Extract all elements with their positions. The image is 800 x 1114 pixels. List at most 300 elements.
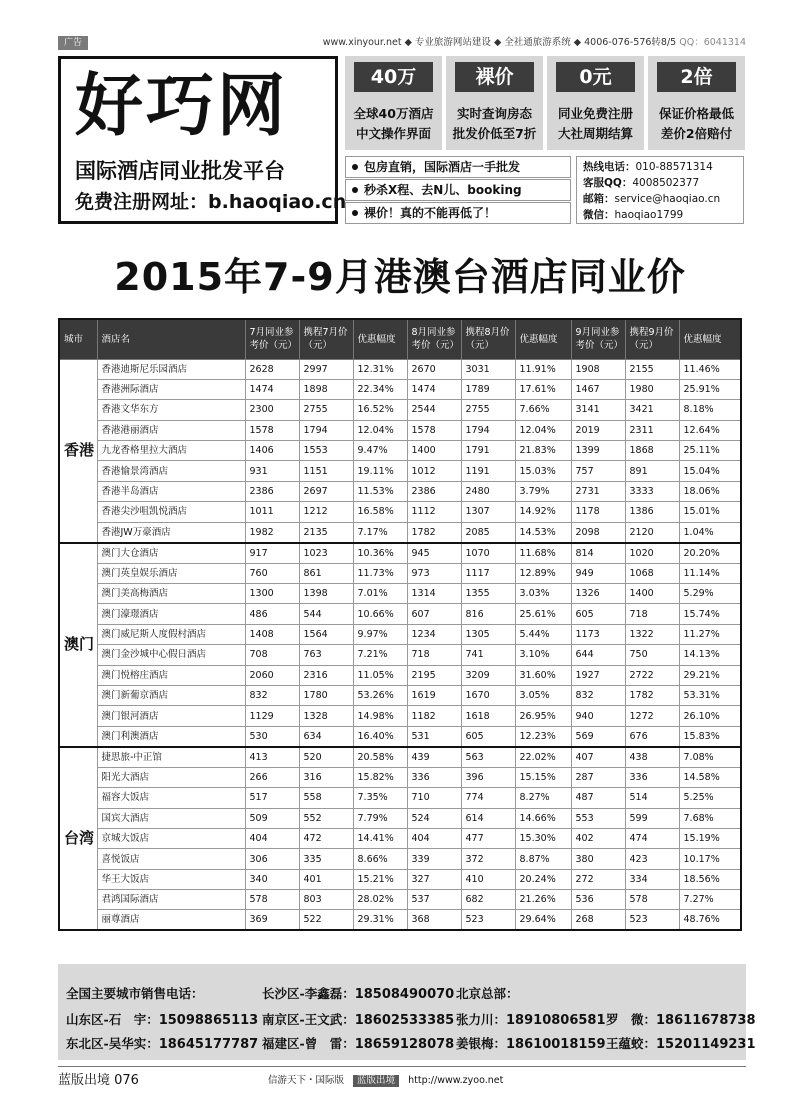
hotel-name-cell: 京城大饭店: [97, 828, 245, 848]
feature-line: 实时查询房态: [456, 106, 532, 121]
price-cell: 25.61%: [515, 604, 571, 624]
feature-line: 中文操作界面: [355, 126, 431, 141]
table-body: [59, 359, 741, 930]
price-cell: 20.20%: [679, 543, 741, 564]
price-cell: 3.79%: [515, 481, 571, 501]
price-cell: 1794: [461, 420, 515, 440]
price-cell: 2731: [571, 481, 625, 501]
feature-card: [547, 56, 644, 150]
price-cell: 5.29%: [679, 584, 741, 604]
price-cell: 15.19%: [679, 828, 741, 848]
top-strip: [58, 36, 746, 50]
contact-qq: 客服QQ：4008502377: [583, 177, 700, 189]
price-cell: 1898: [299, 379, 353, 399]
price-cell: 15.83%: [679, 726, 741, 747]
price-cell: 407: [571, 747, 625, 768]
hotel-name-cell: 澳门银河酒店: [97, 706, 245, 726]
price-cell: 15.15%: [515, 767, 571, 787]
price-cell: 25.91%: [679, 379, 741, 399]
hotel-name-cell: 喜悦饭店: [97, 849, 245, 869]
bullet-item: [345, 156, 571, 178]
hotel-name-cell: 澳门英皇娱乐酒店: [97, 563, 245, 583]
price-cell: 268: [571, 910, 625, 931]
price-cell: 2300: [245, 400, 299, 420]
feature-card: [345, 56, 442, 150]
price-cell: 1619: [407, 685, 461, 705]
price-cell: 22.02%: [515, 747, 571, 768]
table-row: [59, 400, 741, 420]
price-cell: 12.31%: [353, 359, 407, 379]
price-cell: 2722: [625, 665, 679, 685]
footer-section-tag: 蓝版出境: [353, 1075, 399, 1087]
price-cell: 2085: [461, 522, 515, 543]
price-cell: 1618: [461, 706, 515, 726]
price-cell: 29.64%: [515, 910, 571, 931]
price-cell: 29.21%: [679, 665, 741, 685]
price-cell: 2755: [299, 400, 353, 420]
price-cell: 569: [571, 726, 625, 747]
column-header: 携程7月价（元）: [299, 319, 353, 359]
price-cell: 710: [407, 788, 461, 808]
table-row: [59, 665, 741, 685]
price-cell: 1173: [571, 624, 625, 644]
hotel-name-cell: 九龙香格里拉大酒店: [97, 441, 245, 461]
price-cell: 48.76%: [679, 910, 741, 931]
price-cell: 718: [625, 604, 679, 624]
price-cell: 614: [461, 808, 515, 828]
page-footer: [58, 1066, 746, 1086]
price-cell: 1791: [461, 441, 515, 461]
price-cell: 18.06%: [679, 481, 741, 501]
table-row: [59, 788, 741, 808]
price-table: [58, 318, 742, 931]
price-cell: 438: [625, 747, 679, 768]
bullet-item: [345, 202, 571, 224]
table-row: [59, 420, 741, 440]
hotel-name-cell: 香港JW万豪酒店: [97, 522, 245, 543]
price-cell: 15.30%: [515, 828, 571, 848]
logo-url: 免费注册网址：b.haoqiao.cn: [75, 191, 347, 213]
price-cell: 1355: [461, 584, 515, 604]
price-cell: 2697: [299, 481, 353, 501]
table-row: [59, 726, 741, 747]
price-cell: 11.27%: [679, 624, 741, 644]
logo-subtitle: 国际酒店同业批发平台: [75, 159, 285, 183]
price-cell: 22.34%: [353, 379, 407, 399]
price-cell: 380: [571, 849, 625, 869]
feature-line: 保证价格最低: [658, 106, 734, 121]
price-cell: 26.95%: [515, 706, 571, 726]
price-cell: 25.11%: [679, 441, 741, 461]
price-cell: 1386: [625, 502, 679, 522]
column-header: 8月同业参考价（元）: [407, 319, 461, 359]
price-cell: 814: [571, 543, 625, 564]
price-cell: 11.73%: [353, 563, 407, 583]
footer-publication: 信游天下・国际版 蓝版出境 http://www.zyoo.net: [268, 1075, 504, 1086]
price-cell: 552: [299, 808, 353, 828]
price-cell: 1782: [625, 685, 679, 705]
price-cell: 11.14%: [679, 563, 741, 583]
bullet-dot-icon: [352, 187, 358, 193]
price-cell: 2386: [407, 481, 461, 501]
price-cell: 474: [625, 828, 679, 848]
table-row: [59, 379, 741, 399]
price-cell: 861: [299, 563, 353, 583]
price-cell: 760: [245, 563, 299, 583]
price-cell: 2386: [245, 481, 299, 501]
price-cell: 287: [571, 767, 625, 787]
price-cell: 1399: [571, 441, 625, 461]
feature-line: 大社周期结算: [557, 126, 633, 141]
table-row: [59, 604, 741, 624]
price-cell: 1794: [299, 420, 353, 440]
price-cell: 1578: [407, 420, 461, 440]
price-cell: 368: [407, 910, 461, 931]
price-cell: 12.64%: [679, 420, 741, 440]
hotel-name-cell: 香港洲际酒店: [97, 379, 245, 399]
price-cell: 973: [407, 563, 461, 583]
price-cell: 369: [245, 910, 299, 931]
price-cell: 16.58%: [353, 502, 407, 522]
bullet-dot-icon: [352, 164, 358, 170]
hotel-name-cell: 香港文华东方: [97, 400, 245, 420]
hotel-name-cell: 澳门大仓酒店: [97, 543, 245, 564]
price-cell: 20.24%: [515, 869, 571, 889]
sales-entry: 王蕴蛟：15201149231: [606, 1036, 756, 1052]
price-cell: 2480: [461, 481, 515, 501]
hotel-name-cell: 丽尊酒店: [97, 910, 245, 931]
city-cell: 香港: [59, 359, 97, 543]
price-cell: 1020: [625, 543, 679, 564]
feature-line: 全球40万酒店: [353, 106, 434, 121]
price-cell: 2544: [407, 400, 461, 420]
price-cell: 2628: [245, 359, 299, 379]
price-cell: 1467: [571, 379, 625, 399]
price-cell: 1151: [299, 461, 353, 481]
price-cell: 1908: [571, 359, 625, 379]
hotel-name-cell: 澳门新葡京酒店: [97, 685, 245, 705]
price-cell: 7.01%: [353, 584, 407, 604]
price-cell: 3031: [461, 359, 515, 379]
price-cell: 29.31%: [353, 910, 407, 931]
price-cell: 477: [461, 828, 515, 848]
price-cell: 401: [299, 869, 353, 889]
price-cell: 544: [299, 604, 353, 624]
city-cell: 澳门: [59, 543, 97, 747]
top-info: [323, 36, 746, 50]
price-cell: 12.04%: [353, 420, 407, 440]
price-cell: 340: [245, 869, 299, 889]
price-cell: 1578: [245, 420, 299, 440]
table-row: [59, 522, 741, 543]
hotel-name-cell: 澳门威尼斯人度假村酒店: [97, 624, 245, 644]
price-cell: 14.58%: [679, 767, 741, 787]
price-cell: 16.52%: [353, 400, 407, 420]
price-cell: 28.02%: [353, 890, 407, 910]
table-row: [59, 359, 741, 379]
price-cell: 1782: [407, 522, 461, 543]
sales-entry: 南京区-王文武：18602533385: [262, 1012, 455, 1028]
price-cell: 15.82%: [353, 767, 407, 787]
price-cell: 3.03%: [515, 584, 571, 604]
price-cell: 2019: [571, 420, 625, 440]
price-cell: 1300: [245, 584, 299, 604]
price-cell: 1553: [299, 441, 353, 461]
price-cell: 2098: [571, 522, 625, 543]
price-cell: 3.05%: [515, 685, 571, 705]
price-cell: 11.68%: [515, 543, 571, 564]
feature-badge: 裸价: [455, 62, 534, 92]
table-row: [59, 890, 741, 910]
price-cell: 15.74%: [679, 604, 741, 624]
city-cell: 台湾: [59, 747, 97, 931]
feature-line: 差价2倍赔付: [660, 126, 733, 141]
logo-title: 好巧网: [75, 67, 289, 146]
price-cell: 1272: [625, 706, 679, 726]
hotel-name-cell: 澳门利澳酒店: [97, 726, 245, 747]
price-cell: 523: [461, 910, 515, 931]
price-cell: 1012: [407, 461, 461, 481]
price-cell: 1305: [461, 624, 515, 644]
column-header: 优惠幅度: [679, 319, 741, 359]
price-cell: 520: [299, 747, 353, 768]
contact-hotline: 热线电话：010-88571314: [583, 161, 713, 173]
price-cell: 931: [245, 461, 299, 481]
table-row: [59, 849, 741, 869]
bullet-text: 裸价！真的不能再低了！: [364, 206, 497, 220]
price-cell: 1182: [407, 706, 461, 726]
feature-line: 批发价低至7折: [452, 126, 537, 141]
table-row: [59, 584, 741, 604]
price-cell: 1068: [625, 563, 679, 583]
price-cell: 1112: [407, 502, 461, 522]
price-cell: 578: [245, 890, 299, 910]
table-row: [59, 461, 741, 481]
price-cell: 487: [571, 788, 625, 808]
price-cell: 1474: [407, 379, 461, 399]
bullet-list: [345, 156, 571, 224]
feature-line: 同业免费注册: [557, 106, 633, 121]
price-cell: 763: [299, 645, 353, 665]
price-cell: 2755: [461, 400, 515, 420]
sales-contacts: [58, 964, 756, 1060]
price-cell: 306: [245, 849, 299, 869]
price-cell: 1400: [625, 584, 679, 604]
price-cell: 12.89%: [515, 563, 571, 583]
price-cell: 940: [571, 706, 625, 726]
price-cell: 2155: [625, 359, 679, 379]
price-cell: 14.98%: [353, 706, 407, 726]
price-cell: 1670: [461, 685, 515, 705]
price-cell: 607: [407, 604, 461, 624]
price-cell: 523: [625, 910, 679, 931]
table-row: [59, 441, 741, 461]
price-cell: 11.91%: [515, 359, 571, 379]
price-cell: 2670: [407, 359, 461, 379]
hotel-name-cell: 阳光大酒店: [97, 767, 245, 787]
price-cell: 335: [299, 849, 353, 869]
column-header: 优惠幅度: [353, 319, 407, 359]
price-cell: 1982: [245, 522, 299, 543]
price-cell: 945: [407, 543, 461, 564]
price-cell: 9.97%: [353, 624, 407, 644]
price-cell: 708: [245, 645, 299, 665]
hotel-name-cell: 澳门悦榕庄酒店: [97, 665, 245, 685]
bullet-text: 包房直销，国际酒店一手批发: [364, 160, 521, 174]
feature-badge: 2倍: [657, 62, 736, 92]
price-cell: 537: [407, 890, 461, 910]
price-cell: 1328: [299, 706, 353, 726]
price-cell: 7.66%: [515, 400, 571, 420]
price-cell: 14.92%: [515, 502, 571, 522]
price-cell: 1780: [299, 685, 353, 705]
price-cell: 7.17%: [353, 522, 407, 543]
price-cell: 14.53%: [515, 522, 571, 543]
hotel-name-cell: 澳门美高梅酒店: [97, 584, 245, 604]
bullet-item: [345, 179, 571, 201]
price-cell: 558: [299, 788, 353, 808]
table-row: [59, 685, 741, 705]
hotel-name-cell: 澳门金沙城中心假日酒店: [97, 645, 245, 665]
price-cell: 11.05%: [353, 665, 407, 685]
price-cell: 832: [245, 685, 299, 705]
price-cell: 2311: [625, 420, 679, 440]
price-cell: 1398: [299, 584, 353, 604]
price-cell: 336: [407, 767, 461, 787]
price-cell: 2135: [299, 522, 353, 543]
hotel-name-cell: 君鸿国际酒店: [97, 890, 245, 910]
price-cell: 266: [245, 767, 299, 787]
price-cell: 750: [625, 645, 679, 665]
price-cell: 16.40%: [353, 726, 407, 747]
footer-url: http://www.zyoo.net: [408, 1075, 504, 1086]
price-cell: 1789: [461, 379, 515, 399]
sales-entry: 北京总部：: [456, 986, 519, 1001]
price-cell: 7.21%: [353, 645, 407, 665]
price-cell: 1023: [299, 543, 353, 564]
price-cell: 1129: [245, 706, 299, 726]
price-cell: 410: [461, 869, 515, 889]
price-cell: 404: [245, 828, 299, 848]
price-cell: 891: [625, 461, 679, 481]
price-cell: 1314: [407, 584, 461, 604]
price-cell: 3.10%: [515, 645, 571, 665]
page-title: 2015年7-9月港澳台酒店同业价: [114, 255, 686, 299]
table-row: [59, 481, 741, 501]
logo-box: [58, 56, 347, 224]
hotel-name-cell: 福容大饭店: [97, 788, 245, 808]
price-cell: 18.56%: [679, 869, 741, 889]
price-cell: 10.36%: [353, 543, 407, 564]
price-cell: 3209: [461, 665, 515, 685]
sales-entry: 福建区-曾 雷：18659128078: [262, 1036, 455, 1052]
price-cell: 19.11%: [353, 461, 407, 481]
price-cell: 472: [299, 828, 353, 848]
price-cell: 1322: [625, 624, 679, 644]
price-cell: 423: [625, 849, 679, 869]
column-header: 9月同业参考价（元）: [571, 319, 625, 359]
price-cell: 11.46%: [679, 359, 741, 379]
price-cell: 599: [625, 808, 679, 828]
feature-panel: [345, 56, 745, 150]
price-cell: 2195: [407, 665, 461, 685]
price-cell: 334: [625, 869, 679, 889]
price-cell: 553: [571, 808, 625, 828]
table-row: [59, 645, 741, 665]
table-row: [59, 624, 741, 644]
price-cell: 1564: [299, 624, 353, 644]
contact-email: 邮箱：service@haoqiao.cn: [583, 193, 721, 205]
price-cell: 339: [407, 849, 461, 869]
contact-wechat: 微信：haoqiao1799: [583, 209, 684, 221]
price-cell: 20.58%: [353, 747, 407, 768]
price-cell: 53.31%: [679, 685, 741, 705]
ad-tag: 广告: [58, 36, 88, 50]
table-row: [59, 502, 741, 522]
price-cell: 10.66%: [353, 604, 407, 624]
price-cell: 832: [571, 685, 625, 705]
feature-card: [648, 56, 745, 150]
price-cell: 336: [625, 767, 679, 787]
hotel-name-cell: 华王大饭店: [97, 869, 245, 889]
page-number: 蓝版出境 076: [58, 1073, 139, 1088]
price-cell: 605: [571, 604, 625, 624]
table-header-row: [59, 319, 741, 359]
price-cell: 1868: [625, 441, 679, 461]
price-cell: 634: [299, 726, 353, 747]
price-cell: 522: [299, 910, 353, 931]
feature-badge: 0元: [556, 62, 635, 92]
price-cell: 1234: [407, 624, 461, 644]
price-cell: 404: [407, 828, 461, 848]
contact-box: [576, 156, 744, 224]
price-cell: 486: [245, 604, 299, 624]
price-cell: 7.79%: [353, 808, 407, 828]
sales-heading: 全国主要城市销售电话：: [66, 986, 204, 1001]
price-cell: 563: [461, 747, 515, 768]
price-cell: 396: [461, 767, 515, 787]
hotel-name-cell: 国宾大酒店: [97, 808, 245, 828]
column-header: 携程9月价（元）: [625, 319, 679, 359]
price-cell: 17.61%: [515, 379, 571, 399]
top-info-line: www.xinyour.net ◆ 专业旅游网站建设 ◆ 全社通旅游系统 ◆ 4006-076-576转8/5: [322, 37, 677, 48]
price-cell: 3141: [571, 400, 625, 420]
price-cell: 1117: [461, 563, 515, 583]
price-cell: 1212: [299, 502, 353, 522]
price-cell: 1408: [245, 624, 299, 644]
table-row: [59, 869, 741, 889]
sales-entry: 山东区-石 宇：15098865113: [66, 1012, 259, 1028]
price-cell: 439: [407, 747, 461, 768]
price-cell: 15.01%: [679, 502, 741, 522]
price-cell: 31.60%: [515, 665, 571, 685]
price-cell: 1400: [407, 441, 461, 461]
table-row: [59, 828, 741, 848]
price-cell: 509: [245, 808, 299, 828]
feature-badge: 40万: [354, 62, 433, 92]
price-cell: 676: [625, 726, 679, 747]
price-cell: 1406: [245, 441, 299, 461]
price-cell: 1927: [571, 665, 625, 685]
price-cell: 803: [299, 890, 353, 910]
table-row: [59, 747, 741, 768]
price-cell: 7.08%: [679, 747, 741, 768]
price-cell: 26.10%: [679, 706, 741, 726]
price-cell: 2316: [299, 665, 353, 685]
price-cell: 949: [571, 563, 625, 583]
column-header: 城市: [59, 319, 97, 359]
bullet-dot-icon: [352, 210, 358, 216]
